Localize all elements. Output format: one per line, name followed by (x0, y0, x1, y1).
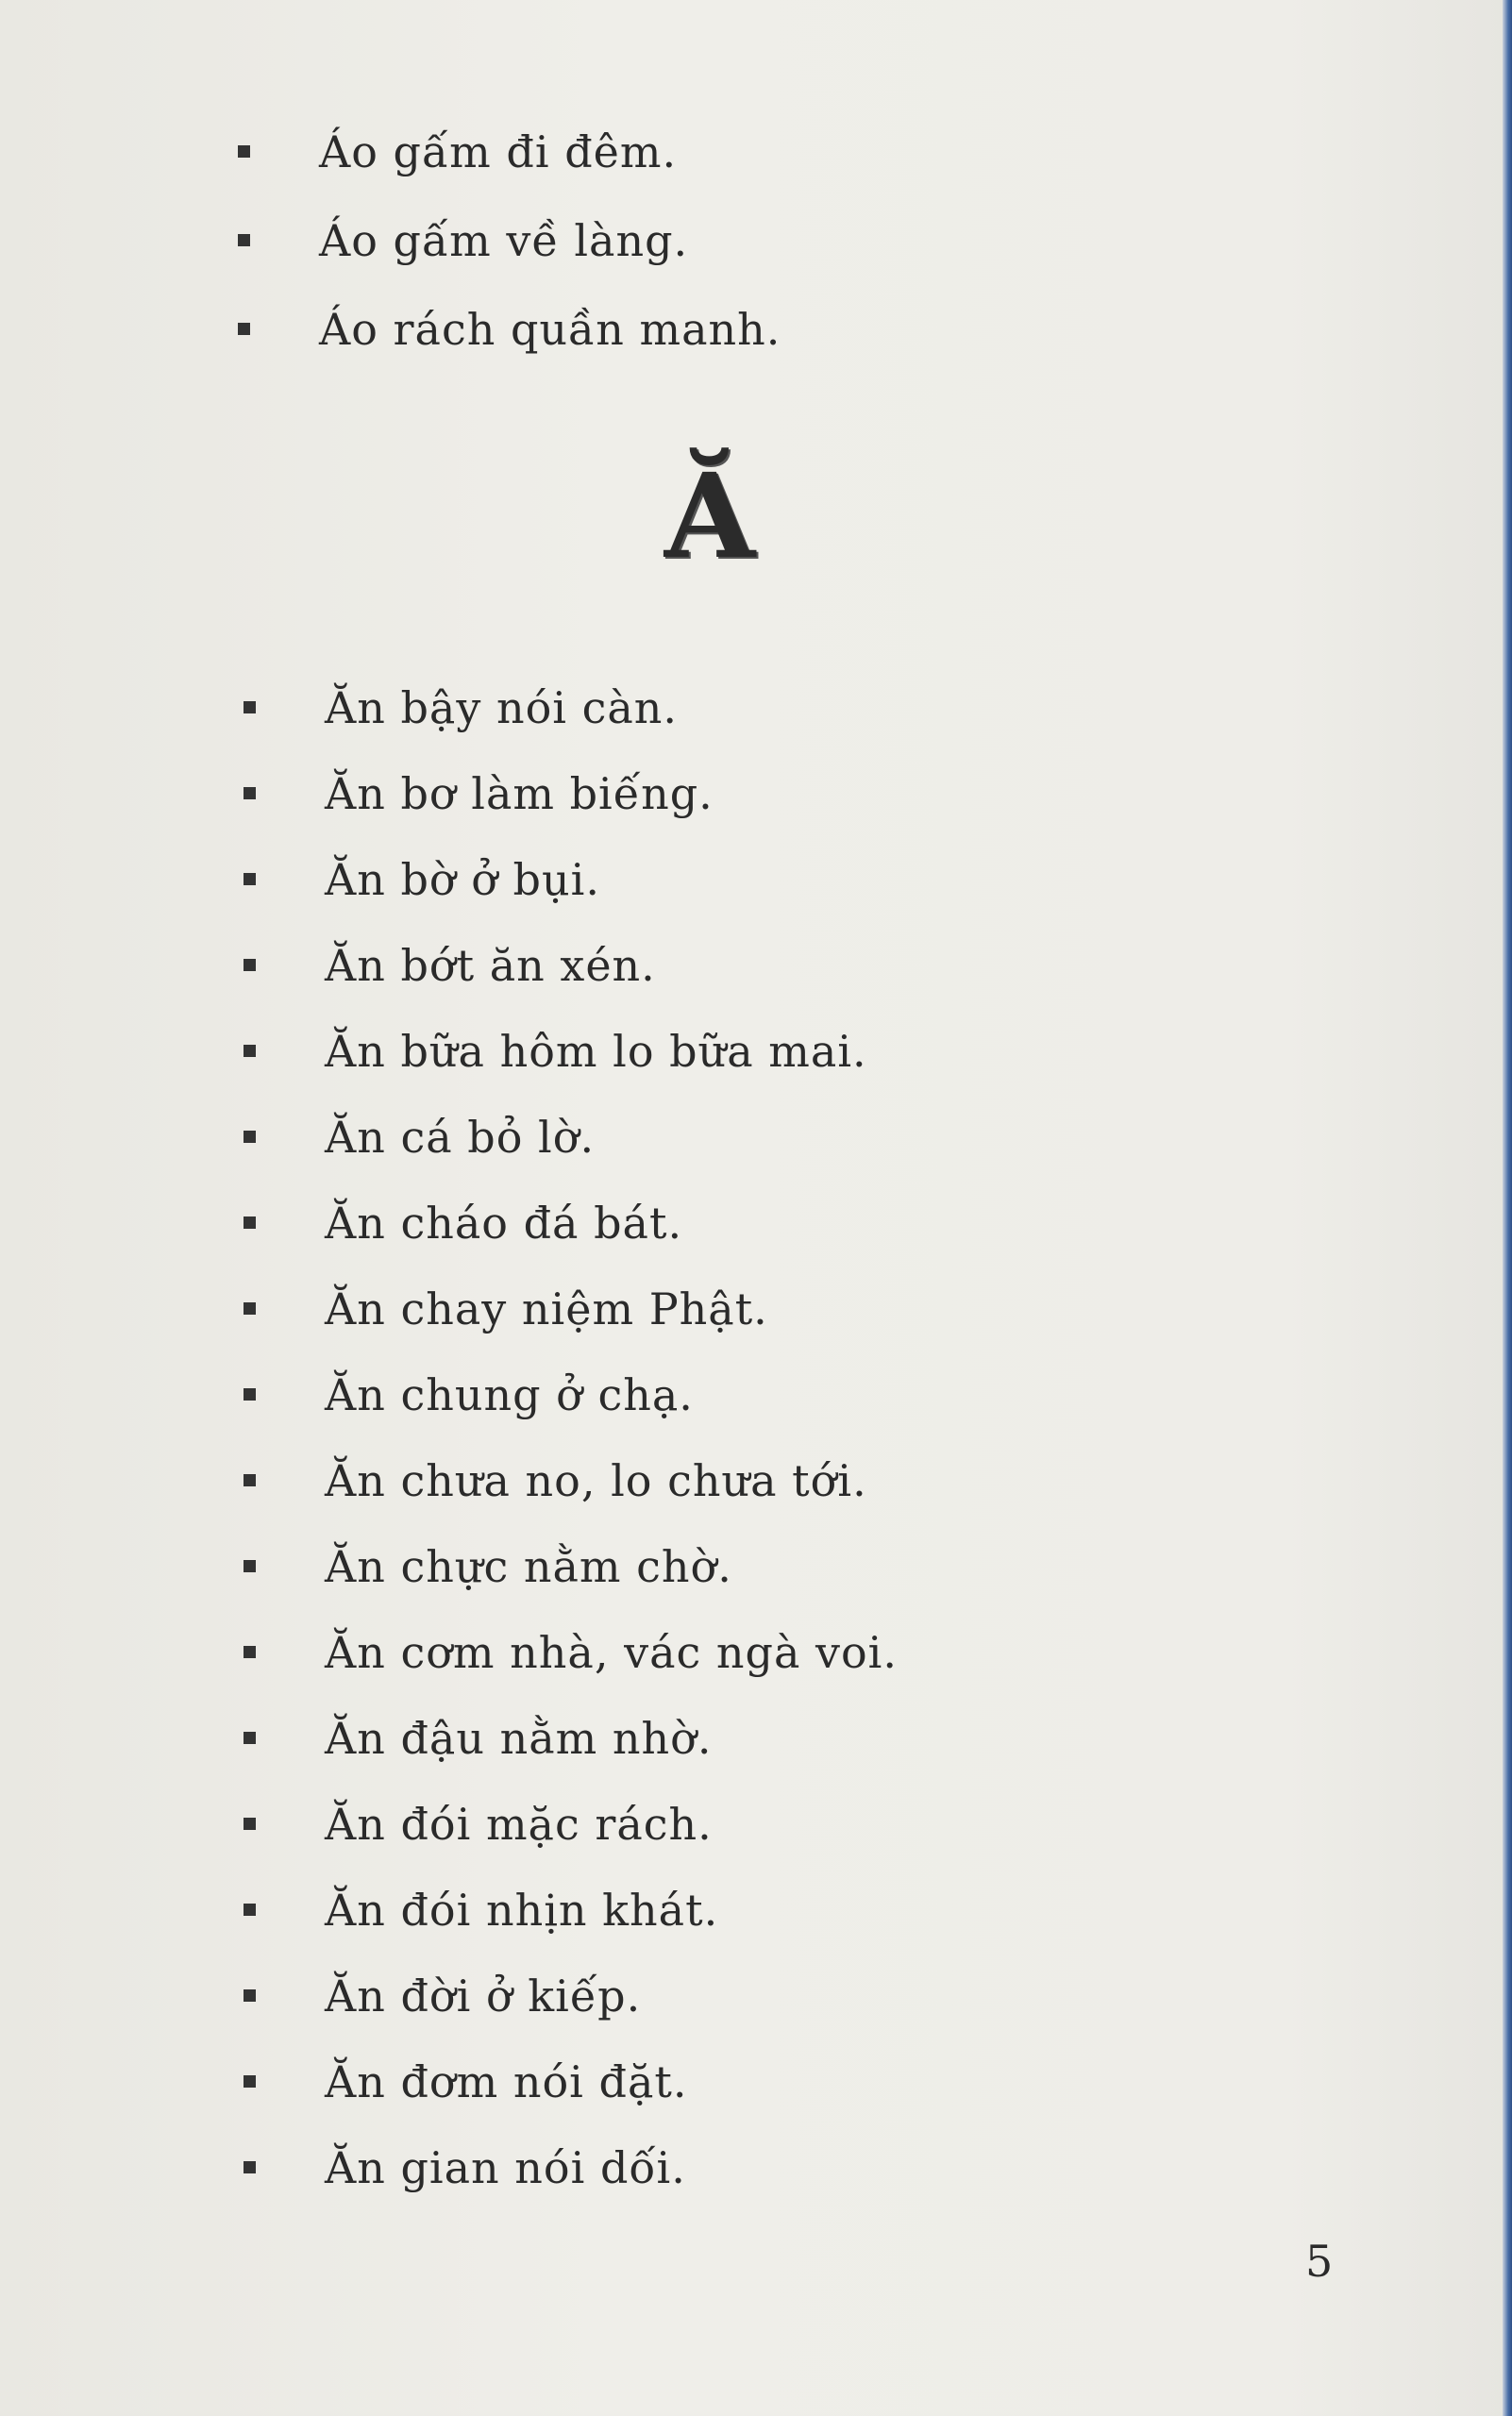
square-bullet-icon (244, 1904, 256, 1916)
proverb-list-ao (238, 126, 781, 396)
proverb-text: Ăn đói nhịn khát. (325, 1885, 719, 1936)
proverb-text: Ăn cháo đá bát. (325, 1198, 683, 1249)
page-number: 5 (1305, 2236, 1334, 2287)
square-bullet-icon (238, 234, 250, 246)
list-item (244, 1455, 898, 1506)
proverb-text: Ăn chưa no, lo chưa tới. (325, 1455, 867, 1506)
proverb-text: Ăn cá bỏ lờ. (325, 1112, 596, 1163)
square-bullet-icon (244, 959, 256, 971)
square-bullet-icon (244, 1989, 256, 2002)
proverb-text: Ăn bớt ăn xén. (325, 940, 656, 991)
proverb-text: Ăn đậu nằm nhờ. (325, 1713, 713, 1764)
square-bullet-icon (244, 1646, 256, 1658)
list-item (238, 304, 781, 355)
list-item (244, 768, 898, 819)
square-bullet-icon (244, 1045, 256, 1057)
list-item (244, 1026, 898, 1077)
proverb-text: Ăn đời ở kiếp. (325, 1971, 642, 2022)
list-item (244, 1369, 898, 1420)
square-bullet-icon (244, 1474, 256, 1486)
square-bullet-icon (244, 1388, 256, 1401)
proverb-text: Ăn gian nói dối. (325, 2142, 686, 2193)
list-item (244, 2056, 898, 2107)
square-bullet-icon (244, 1216, 256, 1229)
square-bullet-icon (244, 1818, 256, 1830)
list-item (244, 854, 898, 905)
list-item (244, 1799, 898, 1850)
list-item (244, 1885, 898, 1936)
proverb-text: Ăn chung ở chạ. (325, 1369, 694, 1420)
square-bullet-icon (238, 323, 250, 335)
square-bullet-icon (244, 1302, 256, 1315)
proverb-list-an (244, 682, 899, 2232)
proverb-text: Ăn cơm nhà, vác ngà voi. (325, 1627, 899, 1678)
proverb-text: Áo gấm về làng. (319, 215, 689, 266)
list-item (244, 1713, 898, 1764)
list-item (244, 1971, 898, 2022)
proverb-text: Áo rách quần manh. (319, 304, 781, 355)
proverb-text: Ăn đói mặc rách. (325, 1799, 713, 1850)
square-bullet-icon (244, 873, 256, 885)
book-cover-edge (1503, 0, 1512, 2416)
list-item (244, 2142, 898, 2193)
proverb-text: Ăn chay niệm Phật. (325, 1284, 768, 1334)
square-bullet-icon (238, 145, 250, 158)
proverb-text: Ăn bờ ở bụi. (325, 854, 600, 905)
proverb-text: Ăn bơ làm biếng. (325, 768, 714, 819)
square-bullet-icon (244, 787, 256, 799)
proverb-text: Ăn chực nằm chờ. (325, 1541, 732, 1592)
square-bullet-icon (244, 2075, 256, 2088)
section-heading-letter: Ă (664, 448, 756, 585)
square-bullet-icon (244, 701, 256, 713)
list-item (244, 940, 898, 991)
square-bullet-icon (244, 1732, 256, 1744)
list-item (244, 1541, 898, 1592)
proverb-text: Ăn bữa hôm lo bữa mai. (325, 1026, 867, 1077)
proverb-text: Ăn đơm nói đặt. (325, 2056, 688, 2107)
square-bullet-icon (244, 2161, 256, 2173)
square-bullet-icon (244, 1560, 256, 1572)
list-item (244, 1198, 898, 1249)
list-item (238, 215, 781, 266)
list-item (244, 1627, 899, 1678)
square-bullet-icon (244, 1131, 256, 1143)
proverb-text: Áo gấm đi đêm. (319, 126, 678, 177)
list-item (244, 682, 898, 733)
proverb-text: Ăn bậy nói càn. (325, 682, 679, 733)
list-item (244, 1284, 898, 1334)
list-item (244, 1112, 898, 1163)
list-item (238, 126, 781, 177)
